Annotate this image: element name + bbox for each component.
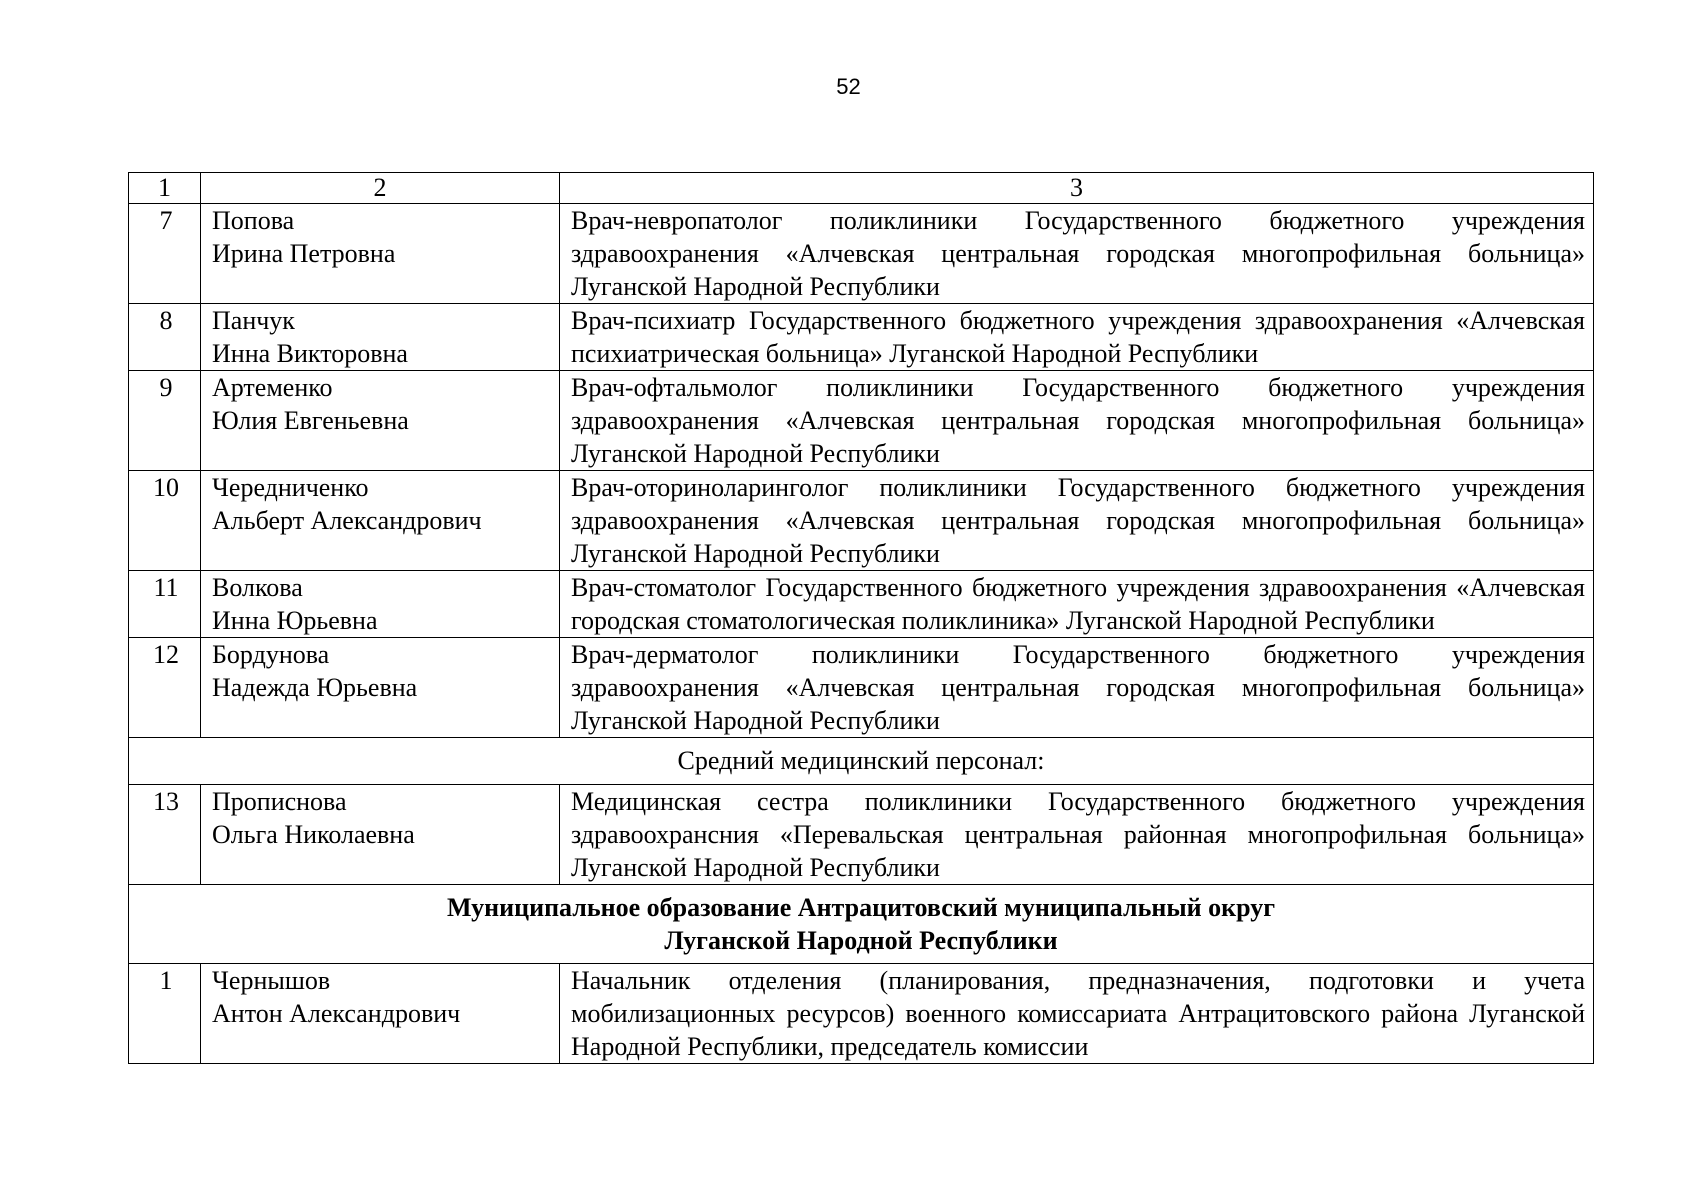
- given-names: Надежда Юрьевна: [212, 673, 418, 702]
- person-name: [201, 964, 560, 1064]
- given-names: Антон Александрович: [212, 999, 461, 1028]
- given-names: Инна Викторовна: [212, 339, 408, 368]
- column-number-3: 3: [560, 173, 1594, 204]
- section-heading-line-1: Муниципальное образование Антрацитовский муниципальный округ: [446, 893, 1276, 922]
- row-number: 10: [129, 471, 201, 571]
- surname: Прописнова: [212, 787, 347, 816]
- row-number: 7: [129, 204, 201, 304]
- row-number: 9: [129, 371, 201, 471]
- person-name: [201, 471, 560, 571]
- table-row: [129, 638, 1594, 738]
- subheading-middle-medical-staff: Средний медицинский персонал:: [129, 738, 1594, 785]
- given-names: Альберт Александрович: [212, 506, 482, 535]
- table-row: [129, 204, 1594, 304]
- row-number: 11: [129, 571, 201, 638]
- surname: Волкова: [212, 573, 303, 602]
- table-row: [129, 785, 1594, 885]
- surname: Чередниченко: [212, 473, 369, 502]
- position-description: Врач-дерматолог поликлиники Государственного бюджетного учреждения здравоохранения «Алчевская центральная городская многопрофильная больница» Луганской Народной Республики: [560, 638, 1594, 738]
- position-description: Врач-психиатр Государственного бюджетного учреждения здравоохранения «Алчевская психиатрическая больница» Луганской Народной Республики: [560, 304, 1594, 371]
- page-number: 52: [836, 74, 861, 99]
- position-description: Врач-стоматолог Государственного бюджетного учреждения здравоохранения «Алчевская городская стоматологическая поликлиника» Луганской Народной Республики: [560, 571, 1594, 638]
- position-description: Врач-невропатолог поликлиники Государственного бюджетного учреждения здравоохранения «Алчевская центральная городская многопрофильная больница» Луганской Народной Республики: [560, 204, 1594, 304]
- row-number: 12: [129, 638, 201, 738]
- person-name: [201, 785, 560, 885]
- position-description: Врач-оториноларинголог поликлиники Государственного бюджетного учреждения здравоохранения «Алчевская центральная городская многопрофильная больница» Луганской Народной Республики: [560, 471, 1594, 571]
- table-row: [129, 571, 1594, 638]
- surname: Артеменко: [212, 373, 333, 402]
- table-header-row: [129, 173, 1594, 204]
- person-name: [201, 204, 560, 304]
- position-description: Начальник отделения (планирования, предназначения, подготовки и учета мобилизационных ресурсов) военного комиссариата Антрацитовского района Луганской Народной Республики, председатель комиссии: [560, 964, 1594, 1064]
- surname: Панчук: [212, 306, 295, 335]
- subheading-row: [129, 738, 1594, 785]
- row-number: 13: [129, 785, 201, 885]
- given-names: Ирина Петровна: [212, 239, 396, 268]
- position-description: Медицинская сестра поликлиники Государственного бюджетного учреждения здравоохрансния «Перевальская центральная районная многопрофильная больница» Луганской Народной Республики: [560, 785, 1594, 885]
- table-row: [129, 304, 1594, 371]
- given-names: Ольга Николаевна: [212, 820, 415, 849]
- surname: Чернышов: [212, 966, 331, 995]
- given-names: Юлия Евгеньевна: [212, 406, 409, 435]
- section-heading-row: [129, 885, 1594, 964]
- section-heading-line-2: Луганской Народной Республики: [664, 926, 1058, 955]
- person-name: [201, 304, 560, 371]
- table-row: [129, 371, 1594, 471]
- personnel-table: [128, 172, 1594, 1064]
- person-name: [201, 638, 560, 738]
- table-row: [129, 964, 1594, 1064]
- person-name: [201, 371, 560, 471]
- column-number-2: 2: [201, 173, 560, 204]
- surname: Попова: [212, 206, 295, 235]
- column-number-1: 1: [129, 173, 201, 204]
- position-description: Врач-офтальмолог поликлиники Государственного бюджетного учреждения здравоохранения «Алчевская центральная городская многопрофильная больница» Луганской Народной Республики: [560, 371, 1594, 471]
- row-number: 8: [129, 304, 201, 371]
- person-name: [201, 571, 560, 638]
- given-names: Инна Юрьевна: [212, 606, 378, 635]
- table-row: [129, 471, 1594, 571]
- section-heading: [129, 885, 1594, 964]
- row-number: 1: [129, 964, 201, 1064]
- surname: Бордунова: [212, 640, 330, 669]
